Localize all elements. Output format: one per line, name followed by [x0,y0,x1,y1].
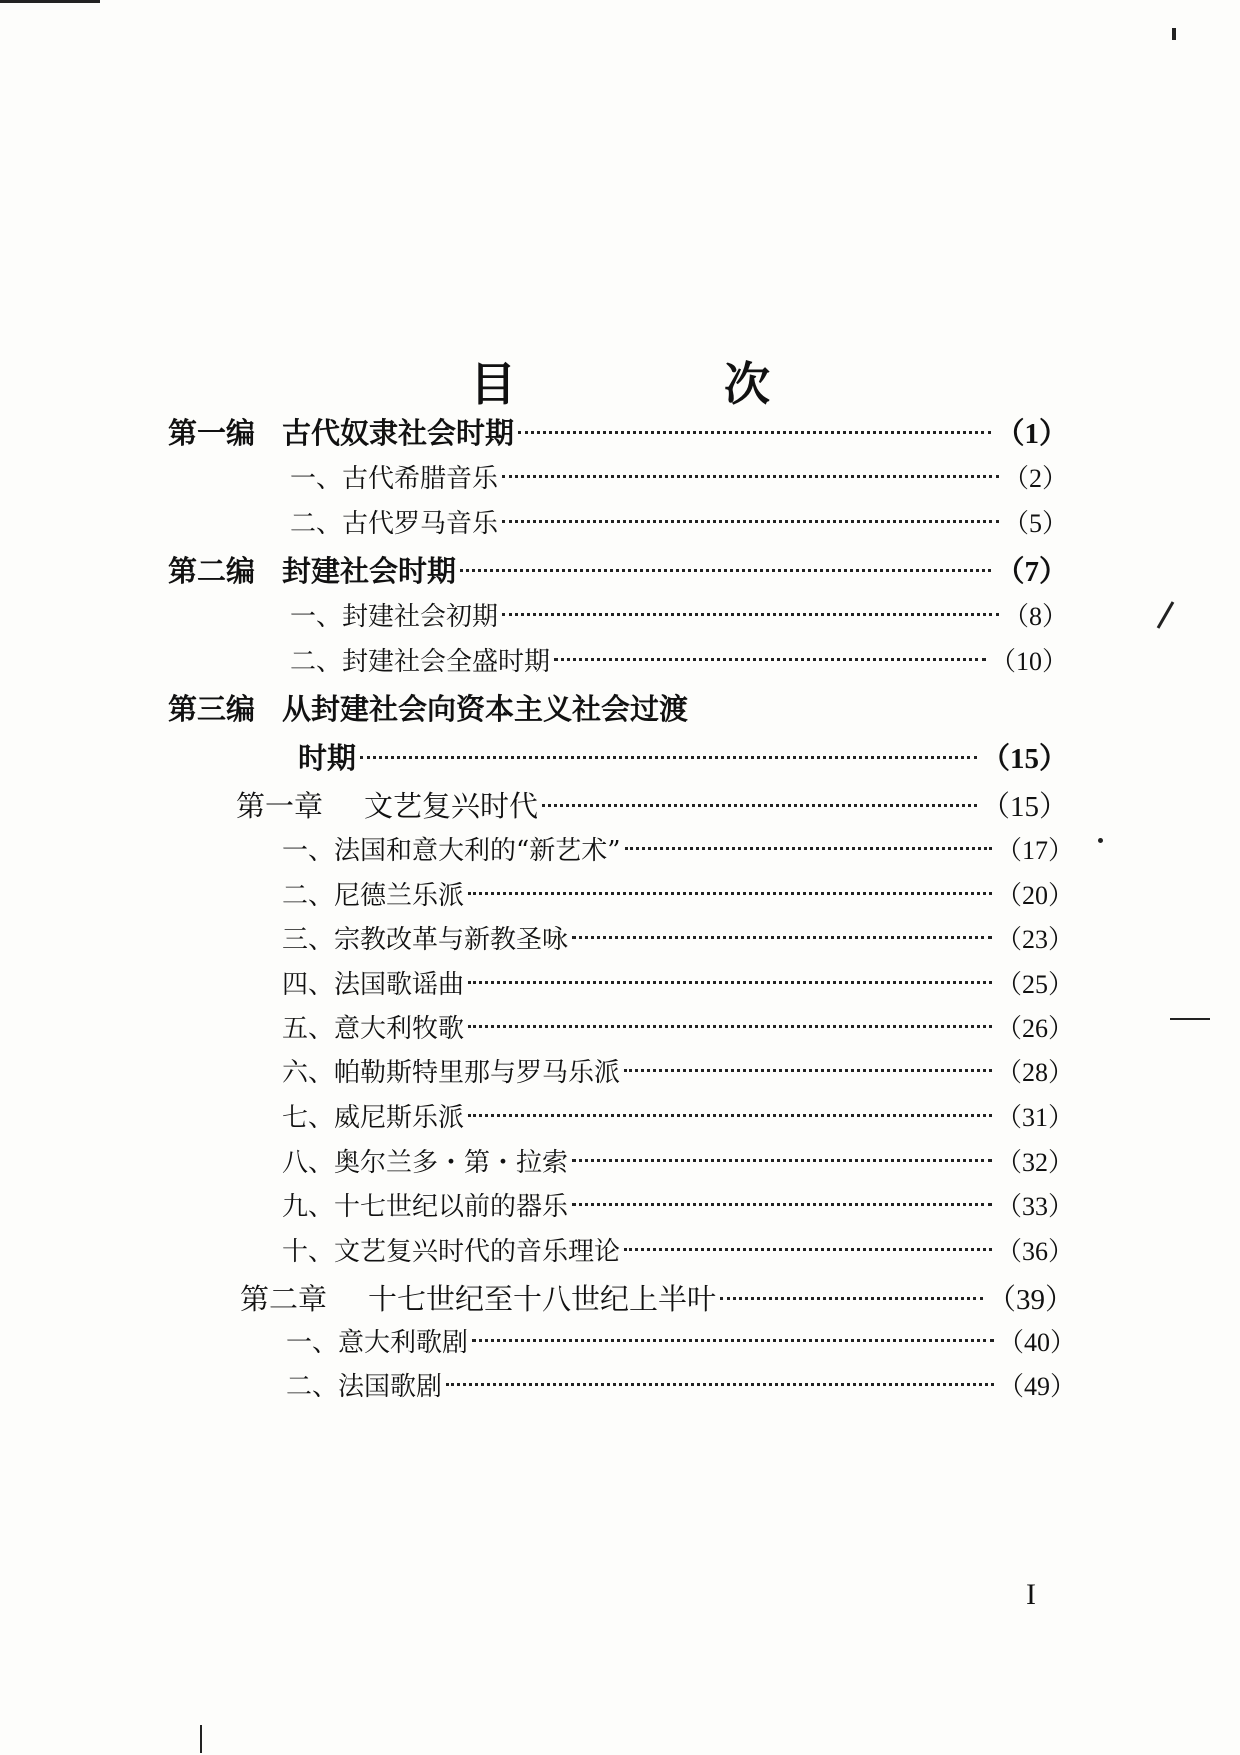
part-title: 古代奴隶社会时期 [282,416,515,450]
dot-leader [624,1069,992,1072]
toc-part-3-continued[interactable] [298,737,1068,779]
dot-leader [625,847,992,850]
toc-section[interactable] [286,1366,1076,1408]
chapter-title: 文艺复兴时代 [364,789,539,823]
page-number: （33） [995,1192,1074,1221]
page-number: （1） [995,418,1068,450]
scan-mark [1170,1018,1210,1020]
section-title: 九、十七世纪以前的器乐 [282,1192,569,1222]
section-title: 二、封建社会全盛时期 [290,647,551,677]
section-title: 二、古代罗马音乐 [290,509,499,539]
title-char-right: 次 [724,357,770,411]
page-number: （20） [995,881,1074,910]
page-number: （7） [995,556,1068,588]
dot-leader [572,1203,992,1206]
toc-section[interactable] [290,641,1068,683]
dot-leader [572,1159,992,1162]
scan-mark [0,0,100,3]
page-number: （17） [995,836,1074,865]
dot-leader [472,1339,994,1342]
page-number: （28） [995,1058,1074,1087]
page-number: （10） [989,647,1068,676]
toc-section[interactable] [282,1142,1074,1184]
dot-leader [502,520,999,523]
scan-mark [200,1725,202,1753]
dot-leader [518,431,991,434]
part-number: 第一编 [168,416,256,450]
page-number-roman: I [1026,1578,1036,1611]
dot-leader [468,1025,992,1028]
toc-section[interactable] [282,1008,1074,1050]
page-number: （15） [980,791,1068,823]
dot-leader [460,569,991,572]
toc-part-1[interactable] [168,412,1068,454]
section-title: 八、奥尔兰多・第・拉索 [282,1148,569,1178]
page-number: （15） [980,743,1068,775]
chapter-title: 十七世纪至十八世纪上半叶 [368,1282,717,1316]
toc-section[interactable] [282,964,1074,1006]
part-title: 从封建社会向资本主义社会过渡 [282,692,689,726]
page-number: （23） [995,925,1074,954]
page-number: （5） [1002,509,1068,538]
dot-leader [502,475,999,478]
section-title: 一、法国和意大利的“新艺术” [282,836,621,866]
chapter-number: 第二章 [240,1282,328,1316]
dot-leader [468,1114,992,1117]
part-title-continued: 时期 [298,741,357,775]
toc-chapter-2[interactable] [240,1278,1074,1320]
scan-mark [1172,28,1176,40]
part-number: 第三编 [168,692,256,726]
dot-leader [360,756,977,759]
dot-leader [468,892,992,895]
toc-part-3[interactable] [168,688,1068,730]
page-number: （36） [995,1237,1074,1266]
toc-section[interactable] [282,1231,1074,1273]
page-number: （8） [1002,602,1068,631]
toc-part-2[interactable] [168,550,1068,592]
page-number: （26） [995,1014,1074,1043]
page-number: （31） [995,1103,1074,1132]
page-number: （39） [986,1284,1074,1316]
part-number: 第二编 [168,554,256,588]
chapter-number: 第一章 [236,789,324,823]
toc-section[interactable] [282,1052,1074,1094]
section-title: 一、意大利歌剧 [286,1328,469,1358]
toc-section[interactable] [282,875,1074,917]
section-title: 五、意大利牧歌 [282,1014,465,1044]
page-number: （49） [997,1372,1076,1401]
dot-leader [502,613,999,616]
toc-section[interactable] [282,919,1074,961]
section-title: 六、帕勒斯特里那与罗马乐派 [282,1058,621,1088]
section-title: 七、威尼斯乐派 [282,1103,465,1133]
dot-leader [572,936,992,939]
dot-leader [720,1297,983,1300]
page-number: （32） [995,1148,1074,1177]
toc-section[interactable] [282,1186,1074,1228]
toc-chapter-1[interactable] [236,785,1068,827]
dot-leader [624,1248,992,1251]
section-title: 四、法国歌谣曲 [282,970,465,1000]
page-number: （40） [997,1328,1076,1357]
scan-mark [1098,838,1103,843]
page-number: （2） [1002,464,1068,493]
section-title: 十、文艺复兴时代的音乐理论 [282,1237,621,1267]
dot-leader [554,658,986,661]
section-title: 二、法国歌剧 [286,1372,443,1402]
toc-section[interactable] [290,596,1068,638]
section-title: 一、封建社会初期 [290,602,499,632]
toc-section[interactable] [290,503,1068,545]
toc-section[interactable] [286,1322,1076,1364]
toc-section[interactable] [282,830,1074,872]
section-title: 二、尼德兰乐派 [282,881,465,911]
toc-section[interactable] [282,1097,1074,1139]
page-number: （25） [995,970,1074,999]
dot-leader [446,1383,994,1386]
toc-section[interactable] [290,458,1068,500]
part-title: 封建社会时期 [282,554,457,588]
dot-leader [542,804,977,807]
section-title: 一、古代希腊音乐 [290,464,499,494]
title-char-left: 目 [470,357,516,411]
dot-leader [468,981,992,984]
section-title: 三、宗教改革与新教圣咏 [282,925,569,955]
